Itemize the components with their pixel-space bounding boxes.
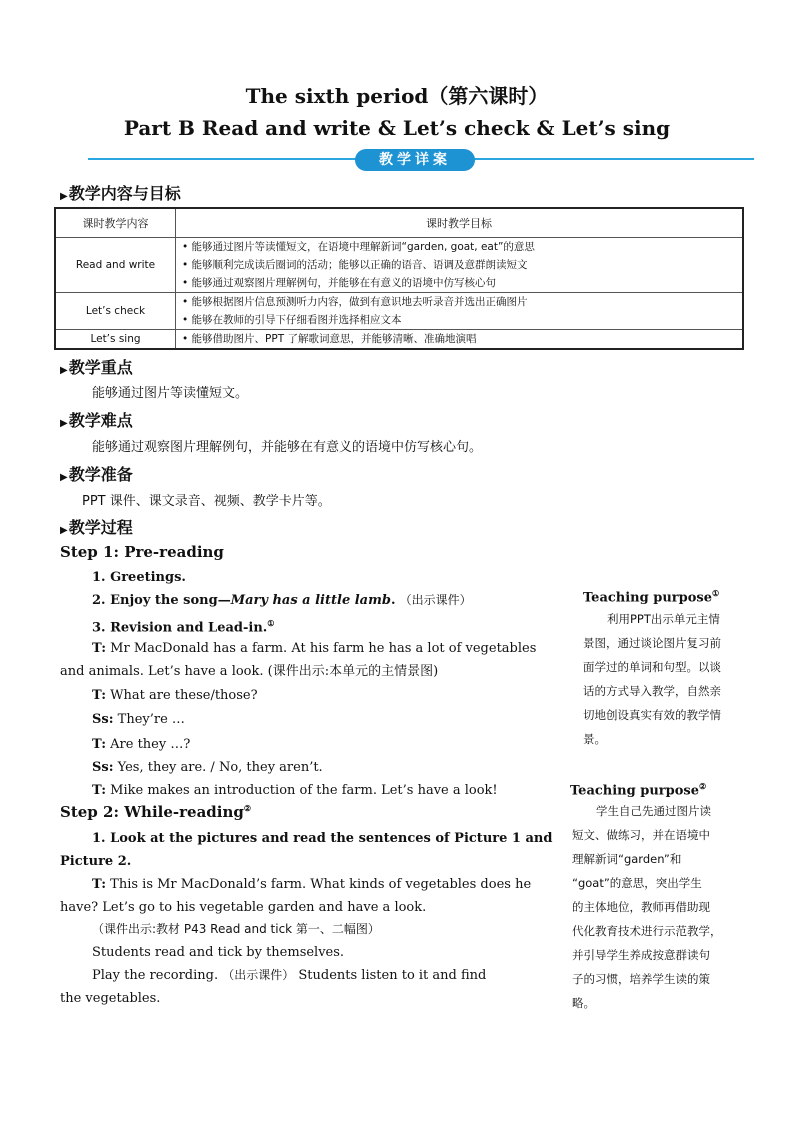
- courseware-note: （出示课件）: [222, 968, 295, 982]
- purpose-line: 话的方式导入教学，自然亲: [583, 684, 721, 698]
- purpose-line: 短文、做练习，并在语境中: [572, 828, 710, 842]
- purpose-line: 略。: [572, 996, 595, 1010]
- purpose-line: 子的习惯，培养学生读的策: [572, 972, 710, 986]
- footnote-ref: ②: [699, 781, 707, 791]
- goal-line: • 能够通过观察图片理解例句，并能够在有意义的语境中仿写核心句: [182, 277, 497, 289]
- goals-table: [54, 207, 744, 350]
- step2-item-look: 1. Look at the pictures and read the sentences of Picture 1 and: [92, 831, 553, 846]
- page-title: The sixth period（第六课时）: [245, 84, 549, 108]
- table-row: [55, 238, 743, 293]
- row-goals: [176, 238, 744, 293]
- dialogue-line: Ss: They’re …: [92, 712, 185, 727]
- instruction-line-cont: the vegetables.: [60, 991, 161, 1006]
- difficulties-text: 能够通过观察图片理解例句，并能够在有意义的语境中仿写核心句。: [92, 440, 483, 455]
- purpose-line: 切地创设真实有效的教学情: [583, 708, 721, 722]
- teaching-purpose-body: [572, 799, 740, 1015]
- key-points-text: 能够通过图片等读懂短文。: [92, 386, 249, 401]
- page-subtitle: Part B Read and write & Let’s check & Let’s sing: [123, 116, 671, 140]
- goal-line: • 能够通过图片等读懂短文，在语境中理解新词“garden, goat, eat”的意思: [182, 241, 535, 253]
- purpose-line: 并引导学生养成按意群读句: [572, 948, 710, 962]
- dialogue-line: T: Are they …?: [92, 737, 191, 752]
- table-header-goals: 课时教学目标: [176, 208, 744, 238]
- step1-item-greetings: 1. Greetings.: [92, 570, 186, 585]
- dialogue-line: T: This is Mr MacDonald’s farm. What kinds of vegetables does he: [92, 877, 532, 892]
- goal-line: • 能够顺利完成读后圈词的活动；能够以正确的语音、语调及意群朗读短文: [182, 259, 528, 271]
- section-heading-preparation: ▶教学准备: [60, 465, 133, 484]
- row-content: Let’s sing: [55, 330, 176, 350]
- teaching-purpose-body: [583, 607, 731, 751]
- row-content: Let’s check: [55, 293, 176, 330]
- purpose-line: 利用PPT出示单元主情: [607, 612, 720, 626]
- triangle-bullet-icon: ▶: [60, 418, 68, 429]
- instruction-line: Students read and tick by themselves.: [92, 945, 345, 960]
- goal-line: • 能够在教师的引导下仔细看图并选择相应文本: [182, 314, 402, 326]
- footnote-ref: ①: [712, 588, 720, 598]
- teaching-purpose-title: Teaching purpose②: [570, 781, 707, 799]
- section-heading-content-goals: ▶教学内容与目标: [60, 184, 181, 203]
- footnote-ref: ①: [267, 618, 275, 628]
- dialogue-line-cont: have? Let’s go to his vegetable garden and have a look.: [60, 900, 427, 915]
- purpose-line: 景图，通过谈论图片复习前: [583, 636, 721, 650]
- section-heading-difficulties: ▶教学难点: [60, 411, 133, 430]
- dialogue-line: T: Mr MacDonald has a farm. At his farm he has a lot of vegetables: [92, 641, 537, 656]
- table-header-content: 课时教学内容: [55, 208, 176, 238]
- step1-item-revision: 3. Revision and Lead-in.①: [92, 618, 275, 636]
- purpose-line: “goat”的意思，突出学生: [572, 876, 702, 890]
- footnote-ref: ②: [243, 803, 252, 813]
- courseware-note: （课件出示:教材 P43 Read and tick 第一、二幅图）: [92, 922, 380, 936]
- banner-label: 教学详案: [355, 149, 475, 171]
- song-title: Mary has a little lamb: [230, 593, 391, 608]
- purpose-line: 代化教育技术进行示范教学，: [572, 924, 722, 938]
- step2-title: Step 2: While-reading②: [60, 803, 252, 821]
- section-heading-key-points: ▶教学重点: [60, 358, 133, 377]
- step1-item-song: 2. Enjoy the song—Mary has a little lamb. （出示课件）: [92, 593, 472, 608]
- row-goals: [176, 293, 744, 330]
- goal-line: • 能够根据图片信息预测听力内容，做到有意识地去听录音并选出正确图片: [182, 296, 528, 308]
- triangle-bullet-icon: ▶: [60, 472, 68, 483]
- row-goals: [176, 330, 744, 350]
- table-row: [55, 293, 743, 330]
- teaching-purpose-title: Teaching purpose①: [583, 588, 720, 606]
- instruction-line: Play the recording. （出示课件） Students listen to it and find: [92, 968, 487, 983]
- row-content: Read and write: [55, 238, 176, 293]
- purpose-line: 理解新词“garden”和: [572, 852, 682, 866]
- section-heading-process: ▶教学过程: [60, 518, 133, 537]
- dialogue-line-cont: and animals. Let’s have a look. (课件出示:本单元的主情景图): [60, 664, 439, 679]
- dialogue-line: T: Mike makes an introduction of the farm. Let’s have a look!: [92, 783, 498, 798]
- preparation-text: PPT 课件、课文录音、视频、教学卡片等。: [82, 494, 331, 509]
- purpose-line: 学生自己先通过图片读: [596, 804, 711, 818]
- purpose-line: 的主体地位，教师再借助现: [572, 900, 710, 914]
- goal-line: • 能够借助图片、PPT 了解歌词意思，并能够清晰、准确地演唱: [182, 333, 477, 345]
- triangle-bullet-icon: ▶: [60, 191, 68, 202]
- triangle-bullet-icon: ▶: [60, 525, 68, 536]
- table-row: [55, 330, 743, 350]
- dialogue-line: T: What are these/those?: [92, 688, 258, 703]
- step2-item-look-cont: Picture 2.: [60, 854, 132, 869]
- dialogue-line: Ss: Yes, they are. / No, they aren’t.: [92, 760, 323, 775]
- purpose-line: 面学过的单词和句型。以谈: [583, 660, 721, 674]
- step1-title: Step 1: Pre-reading: [60, 543, 224, 561]
- courseware-note: （出示课件）: [399, 593, 472, 607]
- triangle-bullet-icon: ▶: [60, 365, 68, 376]
- table-header-row: [55, 208, 743, 238]
- purpose-line: 景。: [583, 732, 606, 746]
